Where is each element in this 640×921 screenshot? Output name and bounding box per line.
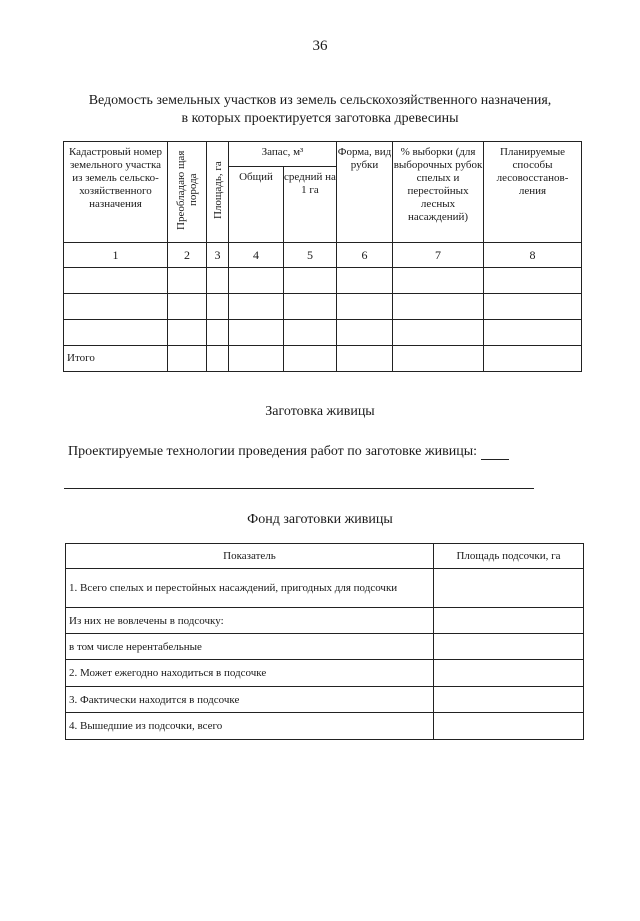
header-cadastral: Кадастровый номер земельного участка из земель сельско-хозяйственного назначения — [64, 142, 168, 243]
land-plots-table — [63, 141, 582, 372]
document-heading — [40, 92, 600, 128]
cell[interactable] — [393, 294, 484, 320]
cell[interactable] — [284, 294, 337, 320]
table-row — [66, 713, 584, 740]
column-number: 7 — [393, 243, 484, 268]
tech-line-label: Проектируемые технологии проведения работ по заготовке живицы: — [68, 444, 478, 459]
cell[interactable] — [229, 268, 284, 294]
cell[interactable] — [284, 268, 337, 294]
table-row — [66, 660, 584, 687]
cell[interactable] — [434, 634, 584, 660]
table-row — [64, 320, 582, 346]
column-number-row — [64, 243, 582, 268]
cell[interactable] — [207, 320, 229, 346]
cell[interactable] — [393, 346, 484, 372]
header-area-text: Площадь, га — [211, 161, 224, 219]
header-percent: % выборки (для выборочных рубок спелых и перестойных лесных насаждений) — [393, 142, 484, 243]
cell[interactable] — [337, 346, 393, 372]
row-label: 3. Фактически находится в подсочке — [66, 687, 434, 713]
table-row — [66, 569, 584, 608]
total-row — [64, 346, 582, 372]
table-row — [66, 608, 584, 634]
cell[interactable] — [207, 294, 229, 320]
cell[interactable] — [337, 320, 393, 346]
heading-line-1: Ведомость земельных участков из земель сельскохозяйственного назначения, — [88, 93, 552, 108]
cell[interactable] — [229, 294, 284, 320]
column-number: 4 — [229, 243, 284, 268]
header-form: Форма, вид рубки — [337, 142, 393, 243]
cell[interactable] — [434, 569, 584, 608]
cell[interactable] — [64, 320, 168, 346]
header-area — [207, 142, 229, 243]
cell[interactable] — [434, 687, 584, 713]
cell[interactable] — [284, 346, 337, 372]
table-row — [64, 268, 582, 294]
cell[interactable] — [434, 660, 584, 687]
total-label: Итого — [64, 346, 168, 372]
cell[interactable] — [393, 268, 484, 294]
cell[interactable] — [64, 294, 168, 320]
cell[interactable] — [64, 268, 168, 294]
table-row — [66, 687, 584, 713]
section-title-fund: Фонд заготовки живицы — [247, 512, 393, 527]
cell[interactable] — [284, 320, 337, 346]
tech-line — [68, 444, 509, 460]
cell[interactable] — [393, 320, 484, 346]
column-number: 8 — [484, 243, 582, 268]
row-label: в том числе нерентабельные — [66, 634, 434, 660]
cell[interactable] — [434, 713, 584, 740]
resin-fund-table — [65, 543, 584, 740]
cell[interactable] — [229, 346, 284, 372]
header-reforest: Планируемые способы лесовосстанов-ления — [484, 142, 582, 243]
header-species — [168, 142, 207, 243]
header-species-text: Преобладаю щая порода — [175, 150, 199, 230]
cell[interactable] — [484, 346, 582, 372]
row-label: 2. Может ежегодно находиться в подсочке — [66, 660, 434, 687]
header-stock: Запас, м³ — [229, 142, 337, 167]
table-row — [64, 294, 582, 320]
section-title-resin: Заготовка живицы — [265, 404, 375, 419]
header-tapping-area: Площадь подсочки, га — [434, 544, 584, 569]
column-number: 6 — [337, 243, 393, 268]
column-number: 1 — [64, 243, 168, 268]
header-stock-avg: средний на 1 га — [284, 167, 337, 243]
cell[interactable] — [168, 320, 207, 346]
cell[interactable] — [229, 320, 284, 346]
row-label: 4. Вышедшие из подсочки, всего — [66, 713, 434, 740]
fill-in-line[interactable] — [64, 488, 534, 489]
cell[interactable] — [168, 346, 207, 372]
cell[interactable] — [168, 268, 207, 294]
column-number: 5 — [284, 243, 337, 268]
cell[interactable] — [207, 268, 229, 294]
column-number: 2 — [168, 243, 207, 268]
cell[interactable] — [434, 608, 584, 634]
cell[interactable] — [484, 268, 582, 294]
cell[interactable] — [337, 294, 393, 320]
heading-line-2: в которых проектируется заготовка древесины — [181, 111, 459, 126]
page-number: 36 — [312, 38, 328, 54]
tech-line-blank[interactable] — [481, 445, 509, 460]
row-label: 1. Всего спелых и перестойных насаждений, пригодных для подсочки — [66, 569, 434, 608]
cell[interactable] — [168, 294, 207, 320]
cell[interactable] — [207, 346, 229, 372]
column-number: 3 — [207, 243, 229, 268]
header-indicator: Показатель — [66, 544, 434, 569]
cell[interactable] — [484, 320, 582, 346]
cell[interactable] — [484, 294, 582, 320]
header-stock-total: Общий — [229, 167, 284, 243]
table-row — [66, 634, 584, 660]
cell[interactable] — [337, 268, 393, 294]
row-label: Из них не вовлечены в подсочку: — [66, 608, 434, 634]
